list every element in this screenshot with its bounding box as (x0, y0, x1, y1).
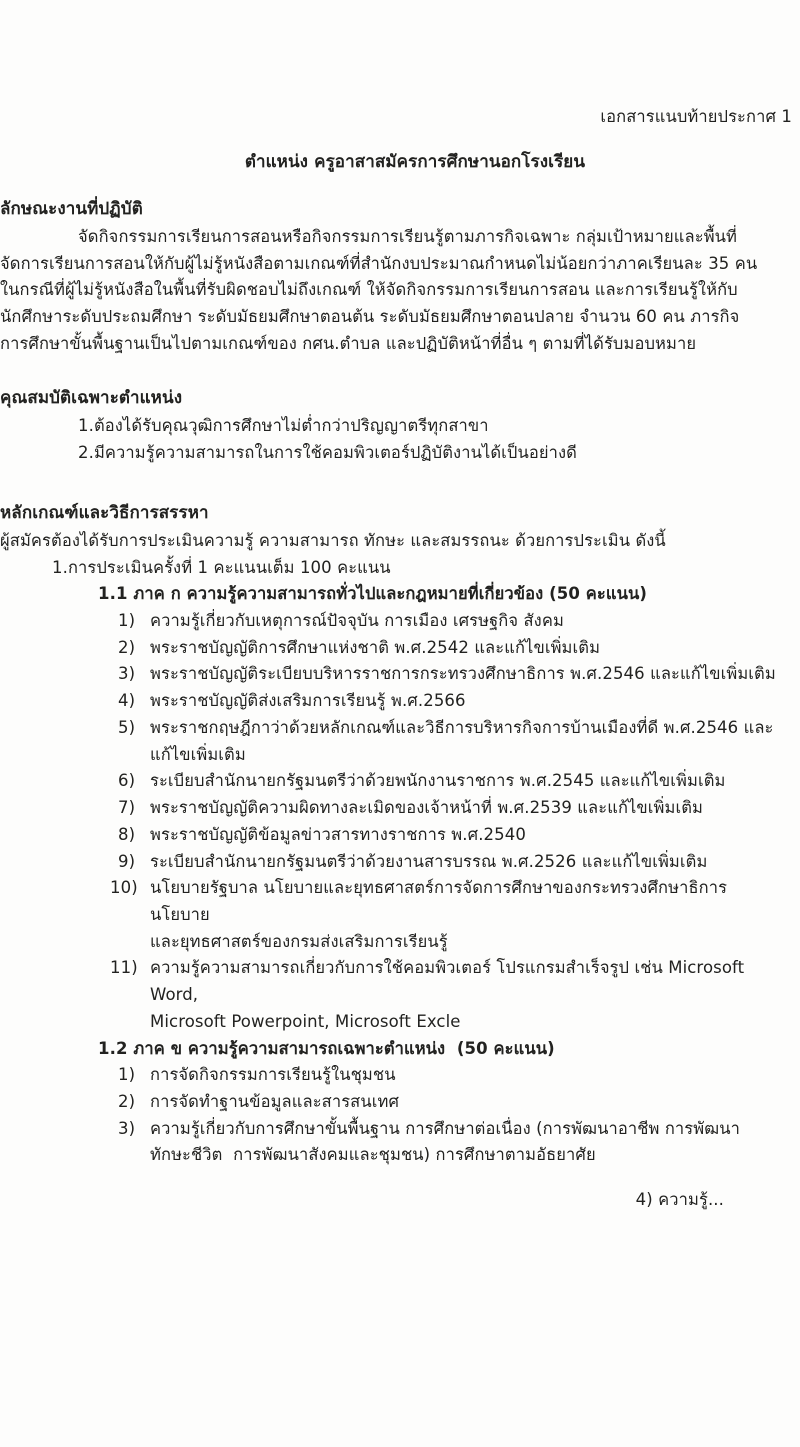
list-item-number: 1) (118, 1065, 136, 1085)
section-heading-qualifications: คุณสมบัติเฉพาะตำแหน่ง (0, 388, 183, 409)
list-item (0, 608, 800, 635)
list-item-text: และยุทธศาสตร์ของกรมส่งเสริมการเรียนรู้ (150, 931, 448, 951)
assessment-round-1: 1.การประเมินครั้งที่ 1 คะแนนเต็ม 100 คะแนน (52, 557, 391, 577)
part-a-heading: 1.1 ภาค ก ความรู้ความสามารถทั่วไปและกฎหมายที่เกี่ยวข้อง (50 คะแนน) (98, 584, 647, 604)
list-item-number: 2) (118, 637, 136, 657)
list-item-continuation (0, 929, 800, 956)
list-item-number: 7) (118, 798, 136, 818)
list-item (0, 822, 800, 849)
duties-line-1: จัดกิจกรรมการเรียนการสอนหรือกิจกรรมการเรียนรู้ตามภารกิจเฉพาะ กลุ่มเป้าหมายและพื้นที่ (78, 226, 738, 246)
list-item-text: ความรู้เกี่ยวกับเหตุการณ์ปัจจุบัน การเมือง เศรษฐกิจ สังคม (150, 611, 564, 631)
list-item-number (110, 1009, 150, 1036)
list-item-text: การจัดกิจกรรมการเรียนรู้ในชุมชน (150, 1065, 396, 1085)
duties-line-5: การศึกษาขั้นพื้นฐานเป็นไปตามเกณฑ์ของ กศน.ตำบล และปฏิบัติหน้าที่อื่น ๆ ตามที่ได้รับมอบหมาย (0, 333, 697, 353)
list-item (0, 1089, 800, 1116)
list-item-text: การจัดทำฐานข้อมูลและสารสนเทศ (150, 1091, 400, 1111)
list-item-number (110, 929, 150, 956)
list-item-number (118, 1142, 150, 1169)
duties-line-3: ในกรณีที่ผู้ไม่รู้หนังสือในพื้นที่รับผิดชอบไม่ถึงเกณฑ์ ให้จัดกิจกรรมการเรียนการสอน และการเรียนรู้ให้กับ (0, 280, 738, 300)
page-title: ตำแหน่ง ครูอาสาสมัครการศึกษานอกโรงเรียน (244, 151, 586, 172)
list-item-number: 11) (110, 958, 138, 978)
part-b-heading: 1.2 ภาค ข ความรู้ความสามารถเฉพาะตำแหน่ง (50 คะแนน) (98, 1038, 555, 1058)
list-item (0, 849, 800, 876)
section-heading-criteria: หลักเกณฑ์และวิธีการสรรหา (0, 503, 209, 524)
qualification-item-1: 1.ต้องได้รับคุณวุฒิการศึกษาไม่ต่ำกว่าปริญญาตรีทุกสาขา (78, 415, 489, 435)
list-item-text: พระราชบัญญัติส่งเสริมการเรียนรู้ พ.ศ.2566 (150, 691, 466, 711)
list-item-text: พระราชกฤษฎีกาว่าด้วยหลักเกณฑ์และวิธีการบริหารกิจการบ้านเมืองที่ดี พ.ศ.2546 และ (150, 717, 774, 737)
list-item (0, 1116, 800, 1143)
list-item-text: ระเบียบสำนักนายกรัฐมนตรีว่าด้วยพนักงานราชการ พ.ศ.2545 และแก้ไขเพิ่มเติม (150, 771, 726, 791)
section-heading-duties: ลักษณะงานที่ปฏิบัติ (0, 199, 143, 220)
list-item-text: พระราชบัญญัติระเบียบบริหารราชการกระทรวงศึกษาธิการ พ.ศ.2546 และแก้ไขเพิ่มเติม (150, 664, 776, 684)
list-item-number: 10) (110, 878, 138, 898)
duties-line-4: นักศึกษาระดับประถมศึกษา ระดับมัธยมศึกษาตอนต้น ระดับมัธยมศึกษาตอนปลาย จำนวน 60 คน ภารกิจ (0, 306, 740, 326)
list-item (0, 768, 800, 795)
list-item-number (118, 742, 150, 769)
list-item-continuation (0, 742, 800, 769)
list-item-number: 5) (118, 717, 136, 737)
list-item-text: พระราชบัญญัติข้อมูลข่าวสารทางราชการ พ.ศ.2540 (150, 824, 526, 844)
list-item-continuation (0, 1142, 800, 1169)
list-item-text: แก้ไขเพิ่มเติม (150, 744, 246, 764)
list-item-number: 9) (118, 851, 136, 871)
list-item-number: 8) (118, 824, 136, 844)
list-item-number: 6) (118, 771, 136, 791)
list-item-text: ความรู้ความสามารถเกี่ยวกับการใช้คอมพิวเตอร์ โปรแกรมสำเร็จรูป เช่น Microsoft Word, (150, 958, 750, 1005)
list-item-text: พระราชบัญญัติการศึกษาแห่งชาติ พ.ศ.2542 และแก้ไขเพิ่มเติม (150, 637, 601, 657)
qualification-item-2: 2.มีความรู้ความสามารถในการใช้คอมพิวเตอร์ปฏิบัติงานได้เป็นอย่างดี (78, 442, 577, 462)
list-item-text: ระเบียบสำนักนายกรัฐมนตรีว่าด้วยงานสารบรรณ พ.ศ.2526 และแก้ไขเพิ่มเติม (150, 851, 708, 871)
list-item (0, 875, 800, 928)
list-item (0, 795, 800, 822)
document-body (0, 104, 800, 1214)
list-item-number: 3) (118, 664, 136, 684)
list-item (0, 661, 800, 688)
list-item-continuation (0, 1009, 800, 1036)
criteria-intro: ผู้สมัครต้องได้รับการประเมินความรู้ ความสามารถ ทักษะ และสมรรถนะ ด้วยการประเมิน ดังนี้ (0, 530, 666, 550)
list-item-number: 4) (118, 691, 136, 711)
list-item-text: พระราชบัญญัติความผิดทางละเมิดของเจ้าหน้าที่ พ.ศ.2539 และแก้ไขเพิ่มเติม (150, 798, 704, 818)
footer-continuation: 4) ความรู้... (635, 1190, 724, 1210)
list-item (0, 635, 800, 662)
list-item-number: 3) (118, 1118, 136, 1138)
list-item-number: 2) (118, 1091, 136, 1111)
list-item (0, 688, 800, 715)
list-item-text: ความรู้เกี่ยวกับการศึกษาขั้นพื้นฐาน การศึกษาต่อเนื่อง (การพัฒนาอาชีพ การพัฒนา (150, 1118, 740, 1138)
list-item (0, 1062, 800, 1089)
list-item (0, 715, 800, 742)
list-item-text: Microsoft Powerpoint, Microsoft Excle (150, 1011, 461, 1031)
list-item-text: ทักษะชีวิต การพัฒนาสังคมและชุมชน) การศึกษาตามอัธยาศัย (150, 1145, 596, 1165)
duties-line-2: จัดการเรียนการสอนให้กับผู้ไม่รู้หนังสือตามเกณฑ์ที่สำนักงบประมาณกำหนดไม่น้อยกว่าภาคเรียนละ 35 คน (0, 253, 758, 273)
list-item-text: นโยบายรัฐบาล นโยบายและยุทธศาสตร์การจัดการศึกษาของกระทรวงศึกษาธิการ นโยบาย (150, 878, 733, 924)
list-item-number: 1) (118, 611, 136, 631)
header-attachment-label: เอกสารแนบท้ายประกาศ 1 (600, 107, 792, 126)
list-item (0, 955, 800, 1008)
